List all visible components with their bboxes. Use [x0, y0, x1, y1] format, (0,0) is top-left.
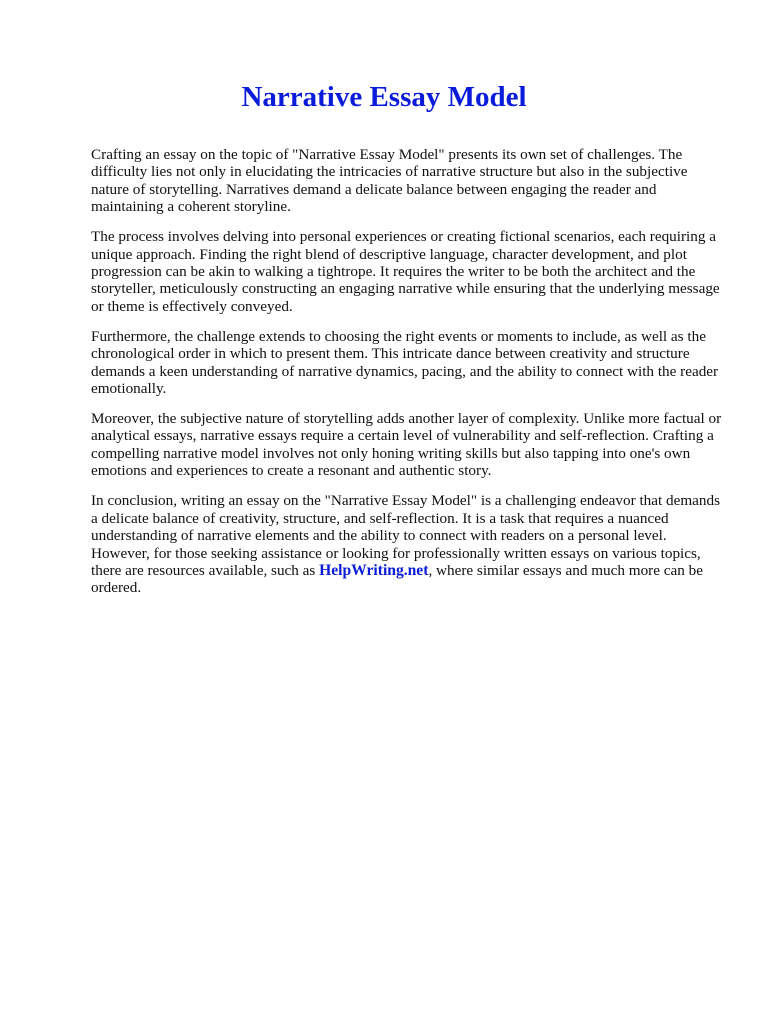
paragraph-4: Moreover, the subjective nature of storytelling adds another layer of complexity. Unlike more factual or analytical essays, narrative essays require a certain level of vulnerability and self-reflection. Crafting a compelling narrative model involves not only honing writing skills but also tapping into one's own emotions and experiences to create a resonant and authentic story.	[91, 410, 722, 480]
page-title: Narrative Essay Model	[241, 81, 527, 113]
helpwriting-link[interactable]: HelpWriting.net	[319, 561, 429, 579]
paragraph-1: Crafting an essay on the topic of "Narrative Essay Model" presents its own set of challenges. The difficulty lies not only in elucidating the intricacies of narrative structure but also in the subjective nature of storytelling. Narratives demand a delicate balance between engaging the reader and maintaining a coherent storyline.	[91, 146, 688, 216]
paragraph-3: Furthermore, the challenge extends to choosing the right events or moments to include, as well as the chronological order in which to present them. This intricate dance between creativity and structure demands a keen understanding of narrative dynamics, pacing, and the ability to connect with the reader emotionally.	[91, 327, 719, 398]
conclusion-text-after-link: , where similar essays and much more can be ordered.	[91, 561, 703, 597]
paragraph-conclusion	[91, 492, 723, 596]
conclusion-text-before-link: In conclusion, writing an essay on the "Narrative Essay Model" is a challenging endeavor that demands a delicate balance of creativity, structure, and self-reflection. It is a task that requires a nuanced understanding of narrative elements and the ability to connect with readers on a personal level. However, for those seeking assistance or looking for professionally written essays on various topics, there are resources available, such as	[91, 492, 721, 579]
essay-body	[91, 146, 723, 609]
paragraph-2: The process involves delving into personal experiences or creating fictional scenarios, each requiring a unique approach. Finding the right blend of descriptive language, character development, and plot progression can be akin to walking a tightrope. It requires the writer to be both the architect and the storyteller, meticulously constructing an engaging narrative while ensuring that the underlying message or theme is effectively conveyed.	[91, 228, 720, 315]
